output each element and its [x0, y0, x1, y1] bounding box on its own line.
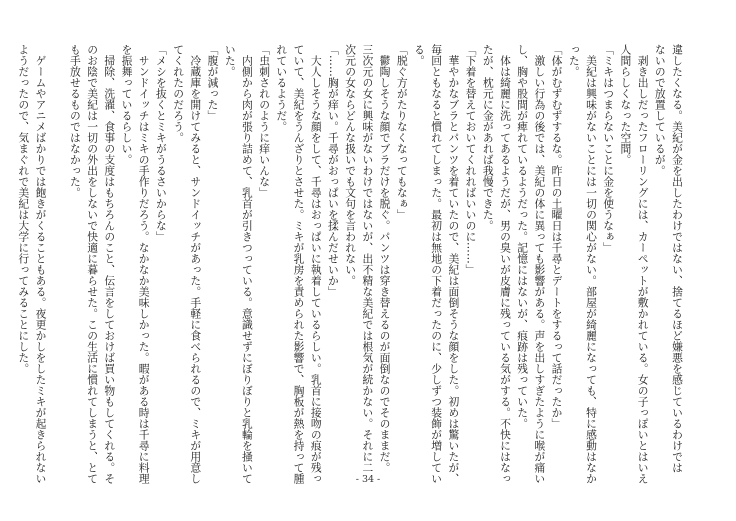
text-line: 美紀は興味がないことには一切の関心がない。部屋が綺麗になっても、特に感動はなか: [584, 44, 598, 484]
text-line: 人間らしくなった空間。: [619, 44, 633, 165]
text-line: たが、枕元に金があれば我慢できた。: [481, 44, 495, 231]
text-line: 「腹が減った」: [206, 44, 220, 121]
text-line: 掃除、洗濯、食事の支度はもちろんのこと、伝言をしておけば買い物もしてくれる。そ: [103, 44, 117, 484]
text-line: 鬱陶しそうな顔でブラだけを脱ぐ。パンツは穿き替えるのが面倒なのでそのままだ。: [378, 44, 392, 473]
text-line: 「脱ぐ方がたりなくなってもなぁ」: [395, 44, 409, 220]
text-line: 内側から肉が張り詰めて、乳首が引きつっている。意識せずにぼりぼりと乳輪を掻いて: [240, 44, 254, 484]
text-line: 大人しそうな顔をして、千尋はおっぱいに執着しているらしい。乳首に接吻の痕が残っ: [309, 44, 323, 484]
text-line: ゲームやアニメばかりでは飽きがくることもある。夜更かしをしたミキが起きられない: [34, 44, 48, 484]
text-line: を振舞っているらしい。: [120, 44, 134, 165]
text-line: 「ミキはつまらないことに金を使うなぁ」: [602, 44, 616, 253]
text-line: った。: [567, 44, 581, 77]
text-line: 「……胸が痒い。千尋がおっぱいを揉んだせいか」: [326, 44, 340, 297]
text-line: 「体がむずむずするな。昨日の土曜日は千尋とデートをするって話だったか」: [550, 44, 564, 429]
text-line: のお陰で美紀は一切の外出をしないで快適に暮らせた。この生活に慣れてしまうと、とて: [86, 44, 100, 484]
text-line: 違したくなる。美紀が金を出したわけではない、捨てるほど嫌悪を感じているわけでは: [671, 44, 684, 473]
text-line: れているようだ。: [275, 44, 289, 132]
text-line: 「メシを抜くとミキがうるさいからな」: [154, 44, 168, 242]
text-line: サンドイッチはミキの手作りだろう。なかなか美味しかった。暇がある時は千尋に料理: [137, 44, 151, 484]
text-line: 剥き出しだったフローリングには、カーペットが敷かれている。女の子っぽいとはいえ: [636, 44, 650, 484]
text-line: いた。: [223, 44, 237, 77]
text-line: ようだったので、気まぐれで美紀は大学に行ってみることにした。: [17, 44, 31, 374]
text-line: 華やかなブラとパンツを着ていたので、美紀は面倒そうな顔をした。初めは驚いたが、: [447, 44, 461, 484]
text-line: 「下着を替えておいてくれればいいのに……」: [464, 44, 478, 275]
text-line: ないので放置しているが。: [653, 44, 667, 176]
page-number: - 34 -: [355, 474, 381, 485]
text-line: 「虫刺されのように痒いんな」: [258, 44, 272, 198]
text-line: る。: [412, 44, 426, 66]
text-line: も手放せるものではなかった。: [68, 44, 82, 198]
text-line: 冷蔵庫を開けてみると、サンドイッチがあった。手軽に食べられるので、ミキが用意し: [189, 44, 203, 484]
text-line: し、胸や股間が痺れているようだった。記憶にはないが、痕跡は残っていた。: [516, 44, 530, 429]
text-line: 次元の女ならどんな扱いでも文句を言われない。: [344, 44, 358, 286]
text-line: [49, 44, 66, 458]
text-line: 毎回ともなると慣れてしまった。最初は無地の下着だったのに、少しずつ装飾が増してい: [430, 44, 444, 484]
text-line: 三次元の女に興味がないわけではないが、出不精な美紀では根気が続かない。それに二: [361, 44, 375, 473]
text-line: ていて、美紀をうんざりとさせた。ミキが乳房を責められた影響で、胸板が熱を持って腫: [292, 44, 306, 484]
text-line: 体は綺麗に洗ってあるようだが、男の臭いが皮膚に残っている気がする。不快にはなっ: [498, 44, 512, 484]
text-line: てくれたのだろう。: [172, 44, 186, 143]
text-line: 激しい行為の後では、美紀の体に異っても影響がある。声を出しすぎたように喉が痛い: [533, 44, 547, 484]
